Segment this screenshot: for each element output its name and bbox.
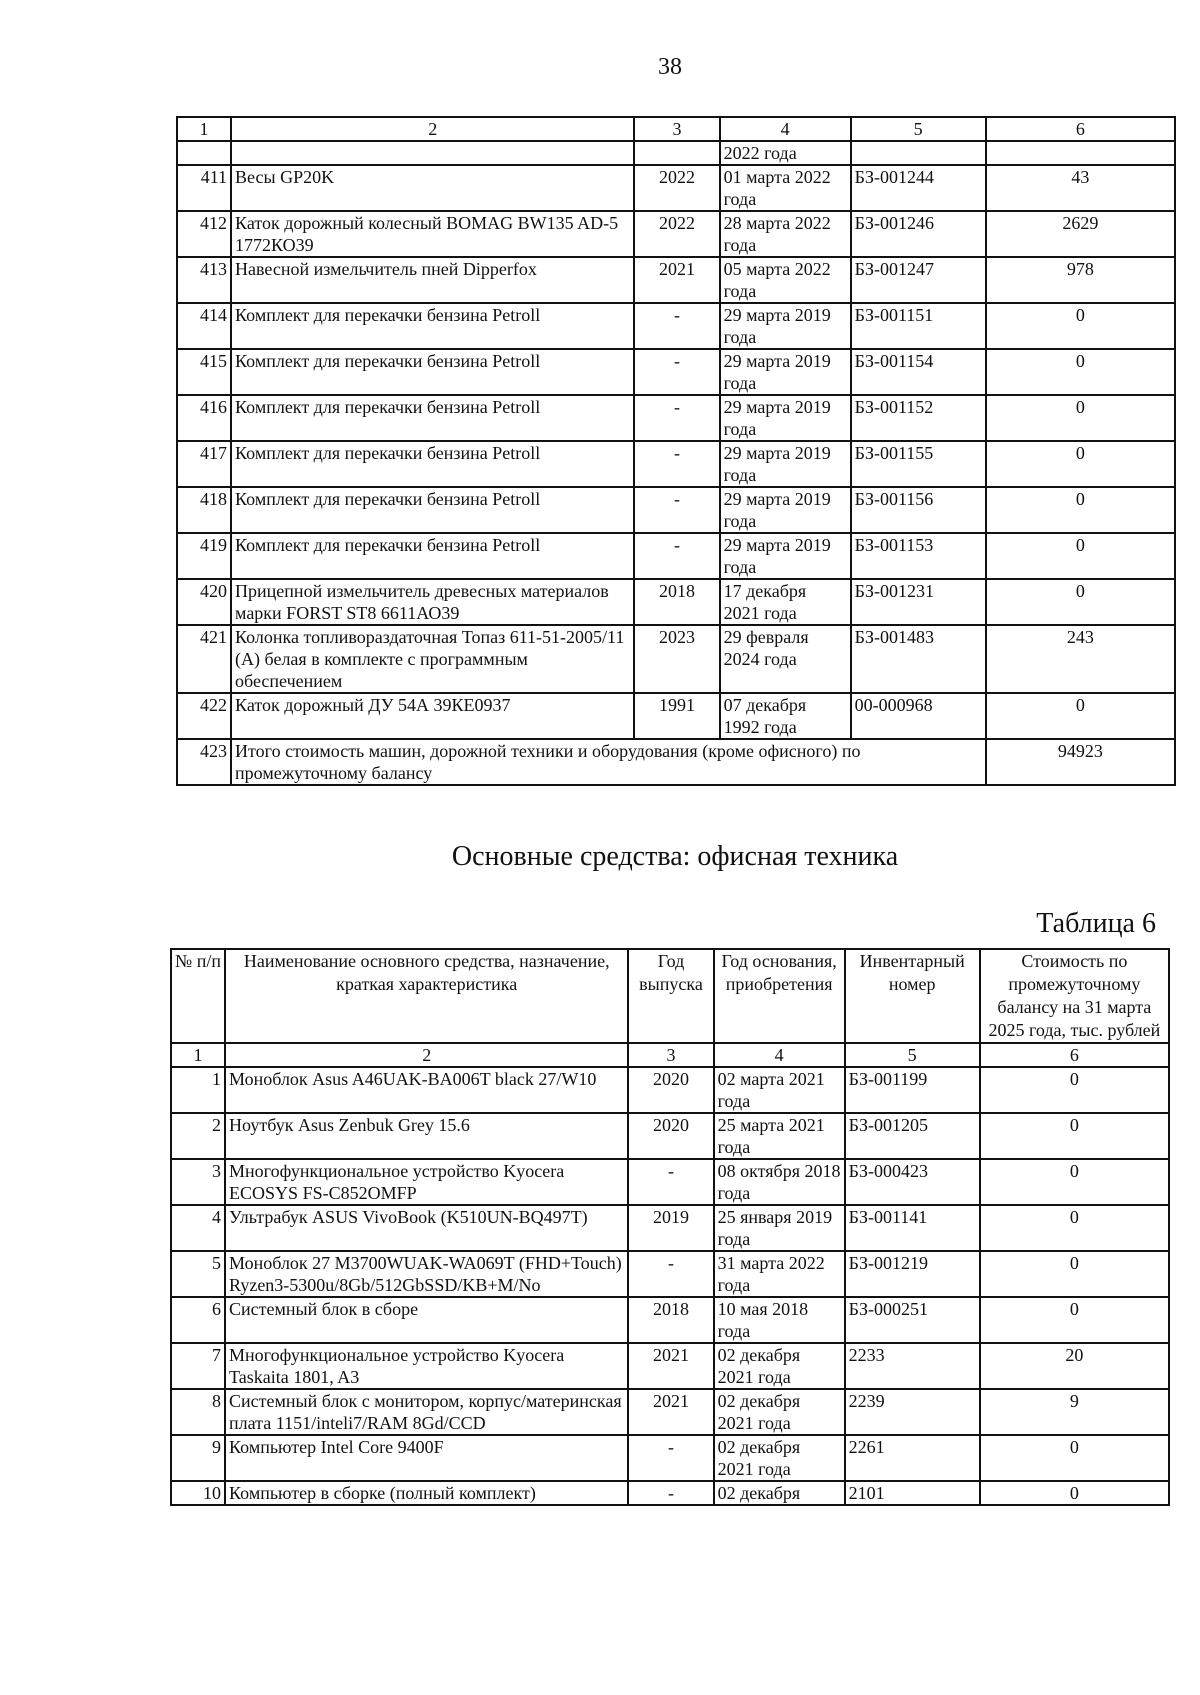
balance-cost: 0 bbox=[980, 1481, 1169, 1505]
asset-name: Компьютер в сборке (полный комплект) bbox=[225, 1481, 628, 1505]
balance-cost: 0 bbox=[986, 395, 1175, 441]
asset-name: Многофункциональное устройство Kyocera Taskaita 1801, A3 bbox=[225, 1343, 628, 1389]
inventory-number: БЗ-001483 bbox=[851, 625, 986, 693]
manufacture-year: - bbox=[634, 533, 719, 579]
table-row bbox=[177, 625, 1175, 693]
row-number: 423 bbox=[177, 739, 231, 785]
row-number: 4 bbox=[171, 1205, 225, 1251]
table-label: Таблица 6 bbox=[1036, 908, 1156, 939]
manufacture-year: - bbox=[634, 395, 719, 441]
inventory-number: БЗ-001151 bbox=[851, 303, 986, 349]
row-number: 417 bbox=[177, 441, 231, 487]
manufacture-year: 2023 bbox=[634, 625, 719, 693]
col-number: 5 bbox=[845, 1043, 980, 1067]
asset-name: Комплект для перекачки бензина Petroll bbox=[231, 395, 634, 441]
inventory-number: 2261 bbox=[845, 1435, 980, 1481]
inventory-number: БЗ-001141 bbox=[845, 1205, 980, 1251]
asset-name: Моноблок 27 M3700WUAK-WA069T (FHD+Touch) Ryzen3-5300u/8Gb/512GbSSD/KB+M/No bbox=[225, 1251, 628, 1297]
manufacture-year: 2020 bbox=[628, 1113, 713, 1159]
total-row bbox=[177, 739, 1175, 785]
inventory-number: БЗ-001219 bbox=[845, 1251, 980, 1297]
balance-cost: 0 bbox=[986, 487, 1175, 533]
office-equipment-table bbox=[170, 948, 1170, 1506]
cell-empty bbox=[986, 141, 1175, 165]
acquisition-date: 29 марта 2019 года bbox=[720, 349, 851, 395]
balance-cost: 0 bbox=[986, 579, 1175, 625]
manufacture-year: 2019 bbox=[628, 1205, 713, 1251]
inventory-number: БЗ-001199 bbox=[845, 1067, 980, 1113]
row-number: 419 bbox=[177, 533, 231, 579]
inventory-number: БЗ-001244 bbox=[851, 165, 986, 211]
acquisition-date: 10 мая 2018 года bbox=[714, 1297, 845, 1343]
inventory-number: 2233 bbox=[845, 1343, 980, 1389]
inventory-number: 2239 bbox=[845, 1389, 980, 1435]
row-number: 1 bbox=[171, 1067, 225, 1113]
balance-cost: 2629 bbox=[986, 211, 1175, 257]
row-number: 7 bbox=[171, 1343, 225, 1389]
balance-cost: 0 bbox=[980, 1159, 1169, 1205]
header-cell: Инвентарный номер bbox=[845, 949, 980, 1043]
column-number-row bbox=[177, 117, 1175, 141]
balance-cost: 0 bbox=[980, 1113, 1169, 1159]
balance-cost: 0 bbox=[986, 303, 1175, 349]
balance-cost: 9 bbox=[980, 1389, 1169, 1435]
acquisition-date: 02 декабря bbox=[714, 1481, 845, 1505]
inventory-number: БЗ-001153 bbox=[851, 533, 986, 579]
header-cell: № п/п bbox=[171, 949, 225, 1043]
balance-cost: 0 bbox=[980, 1067, 1169, 1113]
balance-cost: 243 bbox=[986, 625, 1175, 693]
table-row bbox=[177, 395, 1175, 441]
cell-date: 2022 года bbox=[720, 141, 851, 165]
table-row bbox=[177, 533, 1175, 579]
fixed-assets-table-continued bbox=[176, 116, 1176, 786]
table-row bbox=[171, 1159, 1169, 1205]
balance-cost: 43 bbox=[986, 165, 1175, 211]
acquisition-date: 29 марта 2019 года bbox=[720, 303, 851, 349]
asset-name: Ноутбук Asus Zenbuk Grey 15.6 bbox=[225, 1113, 628, 1159]
total-cost: 94923 bbox=[986, 739, 1175, 785]
table-row bbox=[177, 487, 1175, 533]
cell-empty bbox=[231, 141, 634, 165]
col-number: 4 bbox=[720, 117, 851, 141]
inventory-number: БЗ-001205 bbox=[845, 1113, 980, 1159]
asset-name: Каток дорожный колесный BOMAG BW135 AD-5 1772КО39 bbox=[231, 211, 634, 257]
asset-name: Ультрабук ASUS VivoBook (K510UN-BQ497T) bbox=[225, 1205, 628, 1251]
table-row bbox=[171, 1205, 1169, 1251]
asset-name: Компьютер Intel Core 9400F bbox=[225, 1435, 628, 1481]
manufacture-year: - bbox=[628, 1481, 713, 1505]
balance-cost: 0 bbox=[986, 693, 1175, 739]
col-number: 5 bbox=[851, 117, 986, 141]
asset-name: Комплект для перекачки бензина Petroll bbox=[231, 487, 634, 533]
manufacture-year: 2021 bbox=[628, 1343, 713, 1389]
section-title: Основные средства: офисная техника bbox=[451, 841, 899, 872]
inventory-number: БЗ-001231 bbox=[851, 579, 986, 625]
manufacture-year: - bbox=[634, 441, 719, 487]
manufacture-year: - bbox=[628, 1159, 713, 1205]
asset-name: Системный блок с монитором, корпус/материнская плата 1151/inteli7/RAM 8Gd/CCD bbox=[225, 1389, 628, 1435]
inventory-number: БЗ-001156 bbox=[851, 487, 986, 533]
inventory-number: 2101 bbox=[845, 1481, 980, 1505]
manufacture-year: - bbox=[628, 1251, 713, 1297]
acquisition-date: 29 марта 2019 года bbox=[720, 441, 851, 487]
inventory-number: БЗ-001155 bbox=[851, 441, 986, 487]
continuation-row bbox=[177, 141, 1175, 165]
row-number: 422 bbox=[177, 693, 231, 739]
column-number-row bbox=[171, 1043, 1169, 1067]
header-cell: Стоимость по промежуточному балансу на 31 марта 2025 года, тыс. рублей bbox=[980, 949, 1169, 1043]
asset-name: Комплект для перекачки бензина Petroll bbox=[231, 303, 634, 349]
row-number: 8 bbox=[171, 1389, 225, 1435]
manufacture-year: 2022 bbox=[634, 211, 719, 257]
manufacture-year: 1991 bbox=[634, 693, 719, 739]
manufacture-year: 2020 bbox=[628, 1067, 713, 1113]
header-row bbox=[171, 949, 1169, 1043]
row-number: 10 bbox=[171, 1481, 225, 1505]
header-cell: Год выпуска bbox=[628, 949, 713, 1043]
table-row bbox=[177, 257, 1175, 303]
cell-empty bbox=[851, 141, 986, 165]
cell-empty bbox=[634, 141, 719, 165]
asset-name: Навесной измельчитель пней Dipperfox bbox=[231, 257, 634, 303]
inventory-number: БЗ-001152 bbox=[851, 395, 986, 441]
inventory-number: БЗ-001154 bbox=[851, 349, 986, 395]
row-number: 415 bbox=[177, 349, 231, 395]
table-row bbox=[171, 1251, 1169, 1297]
asset-name: Системный блок в сборе bbox=[225, 1297, 628, 1343]
manufacture-year: 2021 bbox=[634, 257, 719, 303]
row-number: 9 bbox=[171, 1435, 225, 1481]
table-row bbox=[177, 211, 1175, 257]
acquisition-date: 28 марта 2022 года bbox=[720, 211, 851, 257]
row-number: 413 bbox=[177, 257, 231, 303]
col-number: 2 bbox=[231, 117, 634, 141]
acquisition-date: 31 марта 2022 года bbox=[714, 1251, 845, 1297]
row-number: 414 bbox=[177, 303, 231, 349]
asset-name: Колонка топливораздаточная Топаз 611-51-2005/11 (А) белая в комплекте с программным обеспечением bbox=[231, 625, 634, 693]
balance-cost: 0 bbox=[980, 1297, 1169, 1343]
manufacture-year: - bbox=[628, 1435, 713, 1481]
row-number: 418 bbox=[177, 487, 231, 533]
table-row bbox=[177, 693, 1175, 739]
acquisition-date: 29 февраля 2024 года bbox=[720, 625, 851, 693]
cell-empty bbox=[177, 141, 231, 165]
asset-name: Весы GP20K bbox=[231, 165, 634, 211]
asset-name: Каток дорожный ДУ 54А 39КЕ0937 bbox=[231, 693, 634, 739]
table-row bbox=[171, 1343, 1169, 1389]
manufacture-year: - bbox=[634, 303, 719, 349]
manufacture-year: 2018 bbox=[634, 579, 719, 625]
asset-name: Многофункциональное устройство Kyocera ECOSYS FS-C852OMFP bbox=[225, 1159, 628, 1205]
row-number: 5 bbox=[171, 1251, 225, 1297]
asset-name: Моноблок Asus A46UAK-BA006T black 27/W10 bbox=[225, 1067, 628, 1113]
manufacture-year: - bbox=[634, 349, 719, 395]
asset-name: Прицепной измельчитель древесных материалов марки FORST ST8 6611АО39 bbox=[231, 579, 634, 625]
acquisition-date: 05 марта 2022 года bbox=[720, 257, 851, 303]
table-row bbox=[171, 1435, 1169, 1481]
header-cell: Наименование основного средства, назначение, краткая характеристика bbox=[225, 949, 628, 1043]
table-row bbox=[177, 165, 1175, 211]
row-number: 411 bbox=[177, 165, 231, 211]
acquisition-date: 02 декабря 2021 года bbox=[714, 1343, 845, 1389]
asset-name: Комплект для перекачки бензина Petroll bbox=[231, 533, 634, 579]
total-label: Итого стоимость машин, дорожной техники и оборудования (кроме офисного) по промежуточному балансу bbox=[231, 739, 986, 785]
table-row bbox=[177, 349, 1175, 395]
acquisition-date: 29 марта 2019 года bbox=[720, 487, 851, 533]
table-row bbox=[171, 1389, 1169, 1435]
row-number: 6 bbox=[171, 1297, 225, 1343]
table-row bbox=[177, 303, 1175, 349]
acquisition-date: 25 марта 2021 года bbox=[714, 1113, 845, 1159]
col-number: 1 bbox=[171, 1043, 225, 1067]
acquisition-date: 02 декабря 2021 года bbox=[714, 1389, 845, 1435]
balance-cost: 0 bbox=[980, 1251, 1169, 1297]
acquisition-date: 08 октября 2018 года bbox=[714, 1159, 845, 1205]
table-row bbox=[171, 1297, 1169, 1343]
acquisition-date: 07 декабря 1992 года bbox=[720, 693, 851, 739]
manufacture-year: 2022 bbox=[634, 165, 719, 211]
manufacture-year: 2021 bbox=[628, 1389, 713, 1435]
header-cell: Год основания, приобретения bbox=[714, 949, 845, 1043]
table-row bbox=[177, 579, 1175, 625]
inventory-number: 00-000968 bbox=[851, 693, 986, 739]
table-row bbox=[171, 1481, 1169, 1505]
col-number: 2 bbox=[225, 1043, 628, 1067]
acquisition-date: 02 марта 2021 года bbox=[714, 1067, 845, 1113]
table-row bbox=[171, 1113, 1169, 1159]
col-number: 1 bbox=[177, 117, 231, 141]
balance-cost: 0 bbox=[986, 533, 1175, 579]
acquisition-date: 29 марта 2019 года bbox=[720, 395, 851, 441]
inventory-number: БЗ-001247 bbox=[851, 257, 986, 303]
balance-cost: 0 bbox=[986, 441, 1175, 487]
manufacture-year: 2018 bbox=[628, 1297, 713, 1343]
asset-name: Комплект для перекачки бензина Petroll bbox=[231, 349, 634, 395]
acquisition-date: 02 декабря 2021 года bbox=[714, 1435, 845, 1481]
balance-cost: 978 bbox=[986, 257, 1175, 303]
balance-cost: 20 bbox=[980, 1343, 1169, 1389]
col-number: 6 bbox=[980, 1043, 1169, 1067]
col-number: 3 bbox=[634, 117, 719, 141]
row-number: 2 bbox=[171, 1113, 225, 1159]
asset-name: Комплект для перекачки бензина Petroll bbox=[231, 441, 634, 487]
acquisition-date: 29 марта 2019 года bbox=[720, 533, 851, 579]
row-number: 416 bbox=[177, 395, 231, 441]
balance-cost: 0 bbox=[980, 1205, 1169, 1251]
row-number: 421 bbox=[177, 625, 231, 693]
balance-cost: 0 bbox=[980, 1435, 1169, 1481]
inventory-number: БЗ-000423 bbox=[845, 1159, 980, 1205]
row-number: 412 bbox=[177, 211, 231, 257]
acquisition-date: 01 марта 2022 года bbox=[720, 165, 851, 211]
row-number: 420 bbox=[177, 579, 231, 625]
col-number: 6 bbox=[986, 117, 1175, 141]
manufacture-year: - bbox=[634, 487, 719, 533]
acquisition-date: 25 января 2019 года bbox=[714, 1205, 845, 1251]
col-number: 4 bbox=[714, 1043, 845, 1067]
inventory-number: БЗ-001246 bbox=[851, 211, 986, 257]
table-row bbox=[171, 1067, 1169, 1113]
row-number: 3 bbox=[171, 1159, 225, 1205]
inventory-number: БЗ-000251 bbox=[845, 1297, 980, 1343]
table-row bbox=[177, 441, 1175, 487]
page-number: 38 bbox=[658, 54, 682, 80]
acquisition-date: 17 декабря 2021 года bbox=[720, 579, 851, 625]
balance-cost: 0 bbox=[986, 349, 1175, 395]
col-number: 3 bbox=[628, 1043, 713, 1067]
